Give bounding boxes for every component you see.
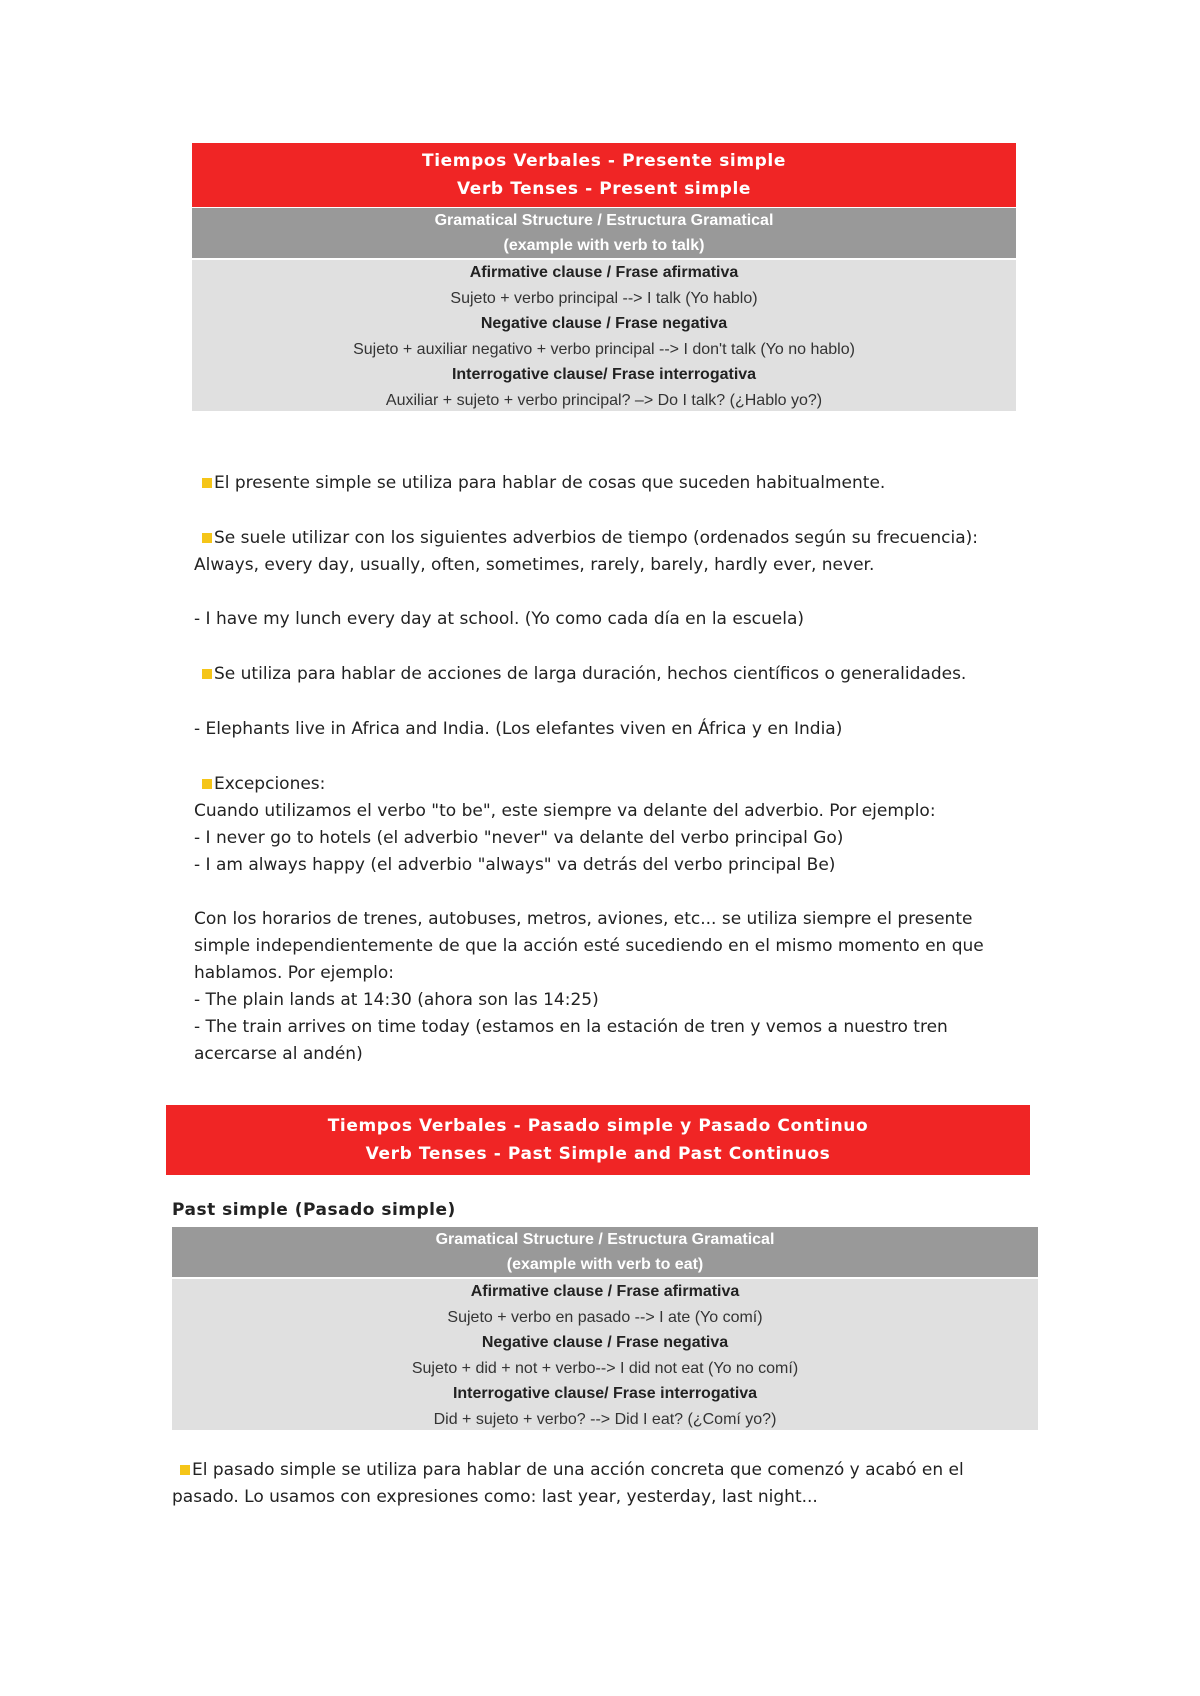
present-affirmative-title: Afirmative clause / Frase afirmativa bbox=[469, 264, 739, 281]
present-structure-header bbox=[192, 208, 1016, 258]
past-simple-subtitle: Past simple (Pasado simple) bbox=[172, 1200, 456, 1220]
present-clauses-table bbox=[192, 260, 1016, 411]
note-past-usage-1: El pasado simple se utiliza para hablar de una acción concreta que comenzó y acabó en el bbox=[172, 1457, 964, 1484]
bullet-icon bbox=[202, 533, 212, 543]
example-never: - I never go to hotels (el adverbio "never" va delante del verbo principal Go) bbox=[194, 828, 844, 848]
present-structure-line2: (example with verb to talk) bbox=[503, 237, 705, 254]
bullet-icon bbox=[180, 1465, 190, 1475]
exceptions-explanation: Cuando utilizamos el verbo "to be", este siempre va delante del adverbio. Por ejemplo: bbox=[194, 801, 936, 821]
note-adverbs: Se suele utilizar con los siguientes adverbios de tiempo (ordenados según su frecuencia): bbox=[194, 525, 978, 552]
example-plain: - The plain lands at 14:30 (ahora son las 14:25) bbox=[194, 990, 599, 1010]
present-header-line2: Verb Tenses - Present simple bbox=[456, 179, 751, 199]
example-train-1: - The train arrives on time today (estamos en la estación de tren y vemos a nuestro tren bbox=[194, 1017, 948, 1037]
note-schedules-1: Con los horarios de trenes, autobuses, metros, aviones, etc... se utiliza siempre el presente bbox=[194, 909, 973, 929]
example-elephants: - Elephants live in Africa and India. (Los elefantes viven en África y en India) bbox=[194, 719, 843, 739]
past-structure-line2: (example with verb to eat) bbox=[506, 1256, 704, 1273]
present-simple-header bbox=[192, 143, 1016, 207]
past-interrogative-title: Interrogative clause/ Frase interrogativa bbox=[452, 1385, 758, 1402]
present-interrogative-example: Auxiliar + sujeto + verbo principal? –> Do I talk? (¿Hablo yo?) bbox=[385, 391, 823, 409]
past-affirmative-example: Sujeto + verbo en pasado --> I ate (Yo comí) bbox=[447, 1308, 763, 1326]
bullet-icon bbox=[202, 669, 212, 679]
past-structure-header bbox=[172, 1227, 1038, 1277]
past-clauses-table bbox=[172, 1279, 1038, 1430]
present-affirmative-example: Sujeto + verbo principal --> I talk (Yo hablo) bbox=[450, 289, 758, 307]
note-schedules-2: simple independientemente de que la acción esté sucediendo en el mismo momento en que bbox=[194, 936, 984, 956]
past-negative-title: Negative clause / Frase negativa bbox=[481, 1334, 729, 1351]
present-negative-example: Sujeto + auxiliar negativo + verbo principal --> I don't talk (Yo no hablo) bbox=[353, 340, 855, 358]
past-affirmative-title: Afirmative clause / Frase afirmativa bbox=[470, 1283, 740, 1300]
past-negative-example: Sujeto + did + not + verbo--> I did not eat (Yo no comí) bbox=[411, 1359, 799, 1377]
present-negative-title: Negative clause / Frase negativa bbox=[480, 315, 728, 332]
example-always: - I am always happy (el adverbio "always" va detrás del verbo principal Be) bbox=[194, 855, 836, 875]
example-lunch: - I have my lunch every day at school. (Yo como cada día en la escuela) bbox=[194, 609, 805, 629]
example-train-2: acercarse al andén) bbox=[194, 1044, 363, 1064]
past-interrogative-example: Did + sujeto + verbo? --> Did I eat? (¿Comí yo?) bbox=[433, 1410, 777, 1428]
past-simple-header bbox=[166, 1105, 1030, 1175]
note-exceptions: Excepciones: bbox=[194, 771, 325, 798]
present-header-line1: Tiempos Verbales - Presente simple bbox=[422, 151, 786, 171]
bullet-icon bbox=[202, 779, 212, 789]
note-schedules-3: hablamos. Por ejemplo: bbox=[194, 963, 395, 983]
past-structure-line1: Gramatical Structure / Estructura Gramatical bbox=[435, 1231, 775, 1248]
past-header-line2: Verb Tenses - Past Simple and Past Continuos bbox=[365, 1144, 831, 1164]
note-long-duration: Se utiliza para hablar de acciones de larga duración, hechos científicos o generalidades. bbox=[194, 661, 966, 688]
note-habitual: El presente simple se utiliza para hablar de cosas que suceden habitualmente. bbox=[194, 470, 885, 497]
present-structure-line1: Gramatical Structure / Estructura Gramatical bbox=[434, 212, 774, 229]
present-interrogative-title: Interrogative clause/ Frase interrogativa bbox=[451, 366, 757, 383]
past-header-line1: Tiempos Verbales - Pasado simple y Pasado Continuo bbox=[327, 1116, 869, 1136]
note-adverbs-list: Always, every day, usually, often, sometimes, rarely, barely, hardly ever, never. bbox=[194, 555, 875, 575]
note-past-usage-2: pasado. Lo usamos con expresiones como: last year, yesterday, last night... bbox=[172, 1487, 818, 1507]
bullet-icon bbox=[202, 478, 212, 488]
